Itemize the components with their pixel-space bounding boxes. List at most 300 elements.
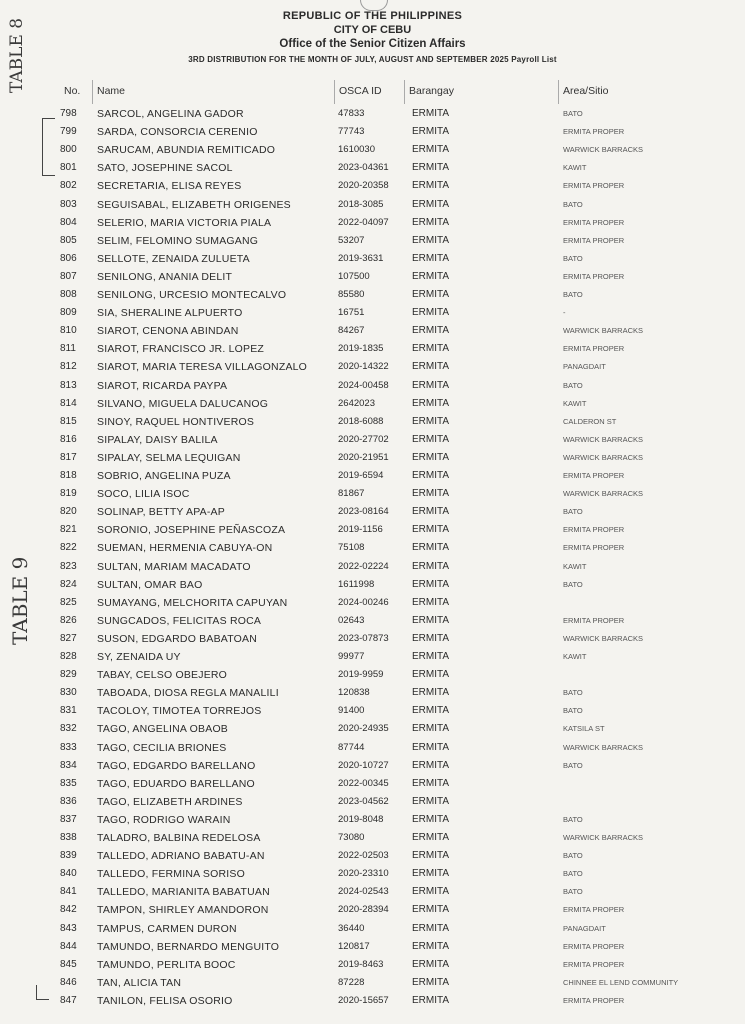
row-osca-id: 16751 — [338, 307, 365, 319]
table-row — [0, 669, 745, 687]
row-area: BATO — [563, 253, 583, 263]
table-row — [0, 760, 745, 778]
col-header-name: Name — [92, 80, 337, 104]
row-number: 824 — [60, 578, 77, 590]
row-area: WARWICK BARRACKS — [563, 742, 644, 752]
row-area: BATO — [563, 380, 583, 390]
row-name: SUEMAN, HERMENIA CABUYA-ON — [97, 542, 273, 555]
row-name: SIAROT, RICARDA PAYPA — [97, 379, 228, 392]
row-number: 816 — [60, 433, 77, 445]
row-area: ERMITA PROPER — [563, 271, 625, 281]
row-osca-id: 2642023 — [338, 397, 375, 409]
row-osca-id: 75108 — [338, 542, 365, 554]
row-number: 833 — [60, 741, 77, 753]
table-row — [0, 977, 745, 995]
row-area: ERMITA PROPER — [563, 995, 625, 1005]
row-osca-id: 2023-04361 — [338, 162, 389, 174]
row-number: 809 — [60, 307, 77, 319]
table-row — [0, 615, 745, 633]
row-area: KATSILA ST — [563, 724, 605, 734]
row-area: ERMITA PROPER — [563, 959, 625, 969]
table-row — [0, 199, 745, 217]
row-osca-id: 85580 — [338, 289, 365, 300]
row-number: 817 — [60, 451, 77, 463]
row-name: SOLINAP, BETTY APA-AP — [97, 506, 225, 519]
row-area: BATO — [563, 688, 583, 698]
header-republic: REPUBLIC OF THE PHILIPPINES — [282, 10, 463, 22]
header-office: Office of the Senior Citizen Affairs — [279, 38, 466, 50]
row-number: 807 — [60, 270, 77, 282]
table-row — [0, 235, 745, 253]
row-number: 823 — [60, 560, 77, 572]
row-name: SUNGCADOS, FELICITAS ROCA — [97, 614, 262, 627]
col-header-no: No. — [64, 85, 81, 97]
row-number: 841 — [60, 886, 77, 898]
row-area: WARWICK BARRACKS — [563, 145, 644, 155]
row-osca-id: 2019-9959 — [338, 669, 384, 681]
row-number: 801 — [60, 162, 77, 174]
table-row — [0, 325, 745, 343]
table-row — [0, 343, 745, 361]
row-barangay: ERMITA — [412, 343, 450, 355]
row-number: 836 — [60, 795, 77, 807]
row-barangay: ERMITA — [412, 850, 450, 862]
row-osca-id: 2023-07873 — [338, 632, 389, 644]
row-name: TAGO, ELIZABETH ARDINES — [97, 795, 243, 808]
row-name: SY, ZENAIDA UY — [97, 651, 181, 663]
row-osca-id: 81867 — [338, 488, 365, 500]
col-header-osca: OSCA ID — [334, 80, 405, 104]
row-area: ERMITA PROPER — [563, 344, 625, 354]
row-osca-id: 2018-3085 — [338, 198, 384, 210]
row-osca-id: 120838 — [338, 687, 370, 699]
table-row — [0, 687, 745, 705]
row-osca-id: 2020-27702 — [338, 433, 389, 445]
row-number: 822 — [60, 542, 77, 554]
row-name: TABOADA, DIOSA REGLA MANALILI — [97, 687, 279, 700]
row-barangay: ERMITA — [412, 216, 450, 228]
row-area: WARWICK BARRACKS — [563, 633, 644, 643]
row-area: ERMITA PROPER — [563, 905, 625, 915]
table-row — [0, 796, 745, 814]
row-barangay: ERMITA — [412, 379, 450, 391]
row-number: 812 — [60, 361, 77, 373]
row-number: 837 — [60, 813, 77, 825]
row-osca-id: 99977 — [338, 651, 365, 662]
row-barangay: ERMITA — [412, 904, 450, 916]
row-barangay: ERMITA — [412, 813, 450, 825]
row-osca-id: 2024-02543 — [338, 886, 389, 898]
row-name: SIPALAY, DAISY BALILA — [97, 433, 218, 446]
row-name: TACOLOY, TIMOTEA TORREJOS — [97, 705, 262, 718]
row-barangay: ERMITA — [412, 922, 450, 934]
row-osca-id: 87228 — [338, 976, 365, 988]
row-name: SILVANO, MIGUELA DALUCANOG — [97, 397, 269, 410]
row-osca-id: 2019-8048 — [338, 813, 384, 825]
row-osca-id: 73080 — [338, 832, 365, 843]
col-header-barangay: Barangay — [404, 80, 559, 104]
row-barangay: ERMITA — [412, 832, 450, 843]
row-number: 846 — [60, 976, 77, 988]
row-name: SARCOL, ANGELINA GADOR — [97, 108, 244, 120]
table-row — [0, 398, 745, 416]
row-barangay: ERMITA — [412, 795, 450, 807]
table-row — [0, 380, 745, 398]
row-barangay: ERMITA — [412, 361, 450, 373]
row-number: 842 — [60, 904, 77, 916]
table-row — [0, 180, 745, 198]
row-area: PANAGDAIT — [563, 923, 606, 933]
row-name: SIAROT, MARIA TERESA VILLAGONZALO — [97, 361, 308, 374]
row-area: BATO — [563, 760, 583, 770]
table-row — [0, 742, 745, 760]
table-row — [0, 814, 745, 832]
row-area: BATO — [563, 199, 583, 209]
table-row — [0, 778, 745, 796]
row-number: 830 — [60, 687, 77, 699]
row-osca-id: 120817 — [338, 940, 370, 952]
table-row — [0, 488, 745, 506]
table-row — [0, 126, 745, 144]
row-area: KAWIT — [563, 163, 587, 173]
row-name: TAMPUS, CARMEN DURON — [97, 922, 237, 935]
row-name: TAMUNDO, BERNARDO MENGUITO — [97, 940, 280, 953]
row-name: SENILONG, URCESIO MONTECALVO — [97, 289, 287, 301]
row-barangay: ERMITA — [412, 542, 450, 554]
row-osca-id: 2024-00458 — [338, 379, 389, 391]
row-barangay: ERMITA — [412, 687, 450, 699]
row-barangay: ERMITA — [412, 252, 450, 264]
row-barangay: ERMITA — [412, 596, 450, 608]
row-barangay: ERMITA — [412, 958, 450, 970]
row-name: SIAROT, FRANCISCO JR. LOPEZ — [97, 343, 265, 356]
row-area: ERMITA PROPER — [563, 127, 625, 137]
row-osca-id: 2020-20358 — [338, 180, 389, 192]
row-number: 847 — [60, 994, 77, 1006]
row-name: SELERIO, MARIA VICTORIA PIALA — [97, 216, 272, 229]
row-area: CALDERON ST — [563, 416, 617, 426]
row-barangay: ERMITA — [412, 180, 450, 192]
row-number: 811 — [60, 343, 76, 355]
row-osca-id: 2019-1156 — [338, 524, 383, 536]
row-barangay: ERMITA — [412, 723, 450, 735]
row-barangay: ERMITA — [412, 741, 450, 753]
row-number: 808 — [60, 289, 77, 300]
row-area: BATO — [563, 869, 583, 879]
row-number: 815 — [60, 415, 77, 427]
row-number: 844 — [60, 940, 77, 952]
row-number: 831 — [60, 705, 77, 717]
table-row — [0, 995, 745, 1013]
header-distribution: 3RD DISTRIBUTION FOR THE MONTH OF JULY, AUGUST AND SEPTEMBER 2025 Payroll List — [188, 55, 557, 64]
row-name: TAN, ALICIA TAN — [97, 976, 182, 989]
row-barangay: ERMITA — [412, 940, 450, 952]
row-osca-id: 2020-15657 — [338, 994, 389, 1006]
row-area: BATO — [563, 109, 583, 118]
row-barangay: ERMITA — [412, 162, 450, 174]
table-row — [0, 941, 745, 959]
row-barangay: ERMITA — [412, 759, 450, 771]
row-number: 827 — [60, 632, 77, 644]
row-barangay: ERMITA — [412, 325, 450, 337]
table-row — [0, 144, 745, 162]
table-row — [0, 886, 745, 904]
row-area: ERMITA PROPER — [563, 471, 625, 480]
row-barangay: ERMITA — [412, 651, 450, 662]
row-name: SARUCAM, ABUNDIA REMITICADO — [97, 144, 276, 157]
table-row — [0, 651, 745, 669]
row-name: TAMPON, SHIRLEY AMANDORON — [97, 904, 269, 917]
row-name: SULTAN, MARIAM MACADATO — [97, 560, 251, 573]
row-name: SEGUISABAL, ELIZABETH ORIGENES — [97, 198, 291, 211]
row-barangay: ERMITA — [412, 270, 450, 282]
row-osca-id: 02643 — [338, 614, 365, 626]
table-header — [54, 80, 704, 104]
row-osca-id: 84267 — [338, 325, 365, 337]
row-area: KAWIT — [563, 652, 587, 661]
row-name: TANILON, FELISA OSORIO — [97, 994, 233, 1007]
row-name: SINOY, RAQUEL HONTIVEROS — [97, 415, 255, 428]
row-barangay: ERMITA — [412, 994, 450, 1006]
table-row — [0, 579, 745, 597]
table-row — [0, 361, 745, 379]
table-row — [0, 108, 745, 126]
row-barangay: ERMITA — [412, 108, 450, 119]
row-osca-id: 2020-28394 — [338, 904, 389, 916]
row-name: SORONIO, JOSEPHINE PEÑASCOZA — [97, 524, 286, 537]
row-barangay: ERMITA — [412, 126, 450, 138]
row-osca-id: 2024-00246 — [338, 596, 389, 608]
row-area: ERMITA PROPER — [563, 235, 625, 245]
row-osca-id: 2022-04097 — [338, 216, 389, 228]
row-barangay: ERMITA — [412, 614, 450, 626]
row-name: SULTAN, OMAR BAO — [97, 578, 203, 591]
row-osca-id: 2023-08164 — [338, 506, 389, 518]
row-osca-id: 47833 — [338, 108, 365, 119]
row-number: 798 — [60, 108, 77, 119]
row-number: 810 — [60, 325, 77, 337]
table-row — [0, 162, 745, 180]
row-osca-id: 91400 — [338, 705, 365, 717]
table-row — [0, 959, 745, 977]
row-number: 839 — [60, 850, 77, 862]
row-number: 821 — [60, 524, 77, 536]
row-name: TALLEDO, FERMINA SORISO — [97, 868, 245, 881]
row-name: TAGO, EDGARDO BARELLANO — [97, 759, 256, 772]
row-osca-id: 2019-3631 — [338, 252, 384, 264]
row-area: ERMITA PROPER — [563, 941, 625, 951]
table-row — [0, 434, 745, 452]
table-row — [0, 850, 745, 868]
row-barangay: ERMITA — [412, 777, 450, 789]
row-name: TAGO, EDUARDO BARELLANO — [97, 777, 255, 790]
row-osca-id: 2023-04562 — [338, 795, 389, 807]
row-barangay: ERMITA — [412, 470, 450, 481]
row-area: BATO — [563, 507, 583, 517]
row-barangay: ERMITA — [412, 433, 450, 445]
table-row — [0, 705, 745, 723]
row-name: TALLEDO, ADRIANO BABATU-AN — [97, 850, 265, 863]
row-number: 799 — [60, 126, 77, 138]
row-osca-id: 2019-6594 — [338, 470, 384, 481]
row-number: 800 — [60, 144, 77, 156]
table-row — [0, 923, 745, 941]
row-area: ERMITA PROPER — [563, 615, 625, 625]
row-area: WARWICK BARRACKS — [563, 833, 644, 842]
row-barangay: ERMITA — [412, 307, 450, 319]
row-osca-id: 2020-10727 — [338, 759, 389, 771]
table-row — [0, 217, 745, 235]
row-number: 805 — [60, 234, 77, 246]
row-barangay: ERMITA — [412, 578, 450, 590]
row-barangay: ERMITA — [412, 524, 450, 536]
row-barangay: ERMITA — [412, 669, 450, 681]
row-name: SARDA, CONSORCIA CERENIO — [97, 126, 258, 139]
table-row — [0, 633, 745, 651]
header-city: CITY OF CEBU — [333, 24, 412, 36]
row-barangay: ERMITA — [412, 234, 450, 246]
row-name: SECRETARIA, ELISA REYES — [97, 180, 242, 193]
row-area: ERMITA PROPER — [563, 525, 625, 535]
row-osca-id: 1611998 — [338, 578, 375, 590]
row-barangay: ERMITA — [412, 506, 450, 518]
row-area: WARWICK BARRACKS — [563, 452, 644, 462]
row-area: ERMITA PROPER — [563, 217, 625, 227]
row-barangay: ERMITA — [412, 488, 450, 500]
row-name: SELLOTE, ZENAIDA ZULUETA — [97, 252, 250, 265]
row-osca-id: 36440 — [338, 922, 365, 934]
row-name: SOBRIO, ANGELINA PUZA — [97, 470, 231, 482]
row-number: 825 — [60, 596, 77, 608]
row-area: CHINNEE EL LEND COMMUNITY — [563, 977, 679, 987]
row-number: 803 — [60, 198, 77, 210]
row-osca-id: 107500 — [338, 270, 370, 282]
row-name: SELIM, FELOMINO SUMAGANG — [97, 234, 259, 247]
row-number: 820 — [60, 506, 77, 518]
row-area: BATO — [563, 579, 583, 589]
row-barangay: ERMITA — [412, 886, 450, 898]
row-barangay: ERMITA — [412, 560, 450, 572]
handwritten-table8-label: TABLE 8 — [7, 17, 27, 93]
row-area: BATO — [563, 851, 583, 861]
table-row — [0, 271, 745, 289]
row-area: WARWICK BARRACKS — [563, 489, 644, 499]
row-area: BATO — [563, 814, 583, 824]
row-number: 819 — [60, 488, 77, 500]
row-number: 826 — [60, 614, 77, 626]
table-row — [0, 506, 745, 524]
table-row — [0, 452, 745, 470]
row-osca-id: 2022-00345 — [338, 777, 389, 789]
row-osca-id: 2018-6088 — [338, 415, 384, 427]
row-number: 832 — [60, 723, 77, 735]
handwritten-table9-label: TABLE 9 — [8, 556, 32, 645]
table9-bracket — [36, 985, 49, 1000]
row-barangay: ERMITA — [412, 289, 450, 300]
row-barangay: ERMITA — [412, 868, 450, 880]
row-number: 818 — [60, 470, 77, 481]
row-osca-id: 2022-02503 — [338, 850, 389, 862]
row-number: 804 — [60, 216, 77, 228]
row-name: SATO, JOSEPHINE SACOL — [97, 162, 233, 175]
row-name: SOCO, LILIA ISOC — [97, 488, 190, 501]
row-barangay: ERMITA — [412, 976, 450, 988]
row-area: BATO — [563, 706, 583, 716]
table-row — [0, 723, 745, 741]
row-number: 802 — [60, 180, 77, 192]
row-area: BATO — [563, 290, 583, 299]
row-barangay: ERMITA — [412, 415, 450, 427]
row-number: 806 — [60, 252, 77, 264]
row-number: 840 — [60, 868, 77, 880]
row-name: SUMAYANG, MELCHORITA CAPUYAN — [97, 596, 288, 609]
table-row — [0, 561, 745, 579]
row-osca-id: 2019-8463 — [338, 958, 384, 970]
row-barangay: ERMITA — [412, 705, 450, 717]
row-area: WARWICK BARRACKS — [563, 434, 644, 444]
row-name: TAGO, ANGELINA OBAOB — [97, 723, 229, 736]
table-row — [0, 416, 745, 434]
row-name: SUSON, EDGARDO BABATOAN — [97, 632, 257, 645]
row-name: SIA, SHERALINE ALPUERTO — [97, 307, 243, 320]
row-number: 813 — [60, 379, 77, 391]
row-number: 843 — [60, 922, 77, 934]
row-area: ERMITA PROPER — [563, 181, 625, 191]
table-row — [0, 832, 745, 850]
row-barangay: ERMITA — [412, 397, 450, 409]
row-number: 835 — [60, 777, 77, 789]
row-osca-id: 87744 — [338, 741, 365, 753]
table8-bracket — [42, 118, 55, 176]
row-barangay: ERMITA — [412, 632, 450, 644]
row-osca-id: 2022-02224 — [338, 560, 389, 572]
row-osca-id: 2020-21951 — [338, 451, 389, 463]
row-barangay: ERMITA — [412, 451, 450, 463]
row-name: SENILONG, ANANIA DELIT — [97, 270, 233, 283]
table-row — [0, 904, 745, 922]
row-osca-id: 2020-14322 — [338, 361, 389, 373]
table-row — [0, 470, 745, 488]
row-barangay: ERMITA — [412, 198, 450, 210]
table-row — [0, 524, 745, 542]
row-osca-id: 2020-23310 — [338, 868, 389, 880]
row-number: 845 — [60, 958, 77, 970]
row-area: - — [563, 308, 566, 318]
row-name: TALLEDO, MARIANITA BABATUAN — [97, 886, 270, 899]
row-name: SIPALAY, SELMA LEQUIGAN — [97, 451, 241, 464]
row-area: WARWICK BARRACKS — [563, 326, 644, 336]
row-number: 829 — [60, 669, 77, 681]
row-area: PANAGDAIT — [563, 362, 606, 372]
row-osca-id: 1610030 — [338, 144, 375, 156]
table-row — [0, 542, 745, 560]
table-row — [0, 253, 745, 271]
row-number: 828 — [60, 651, 77, 662]
table-row — [0, 307, 745, 325]
row-area: KAWIT — [563, 561, 587, 571]
table-row — [0, 868, 745, 886]
row-name: TAGO, RODRIGO WARAIN — [97, 813, 231, 826]
row-name: TABAY, CELSO OBEJERO — [97, 669, 228, 682]
table-row — [0, 289, 745, 307]
row-name: SIAROT, CENONA ABINDAN — [97, 325, 239, 338]
col-header-area: Area/Sitio — [558, 80, 703, 104]
row-name: TAGO, CECILIA BRIONES — [97, 741, 227, 754]
row-osca-id: 77743 — [338, 126, 365, 138]
row-osca-id: 53207 — [338, 234, 365, 246]
row-name: TALADRO, BALBINA REDELOSA — [97, 832, 261, 844]
row-osca-id: 2019-1835 — [338, 343, 384, 355]
